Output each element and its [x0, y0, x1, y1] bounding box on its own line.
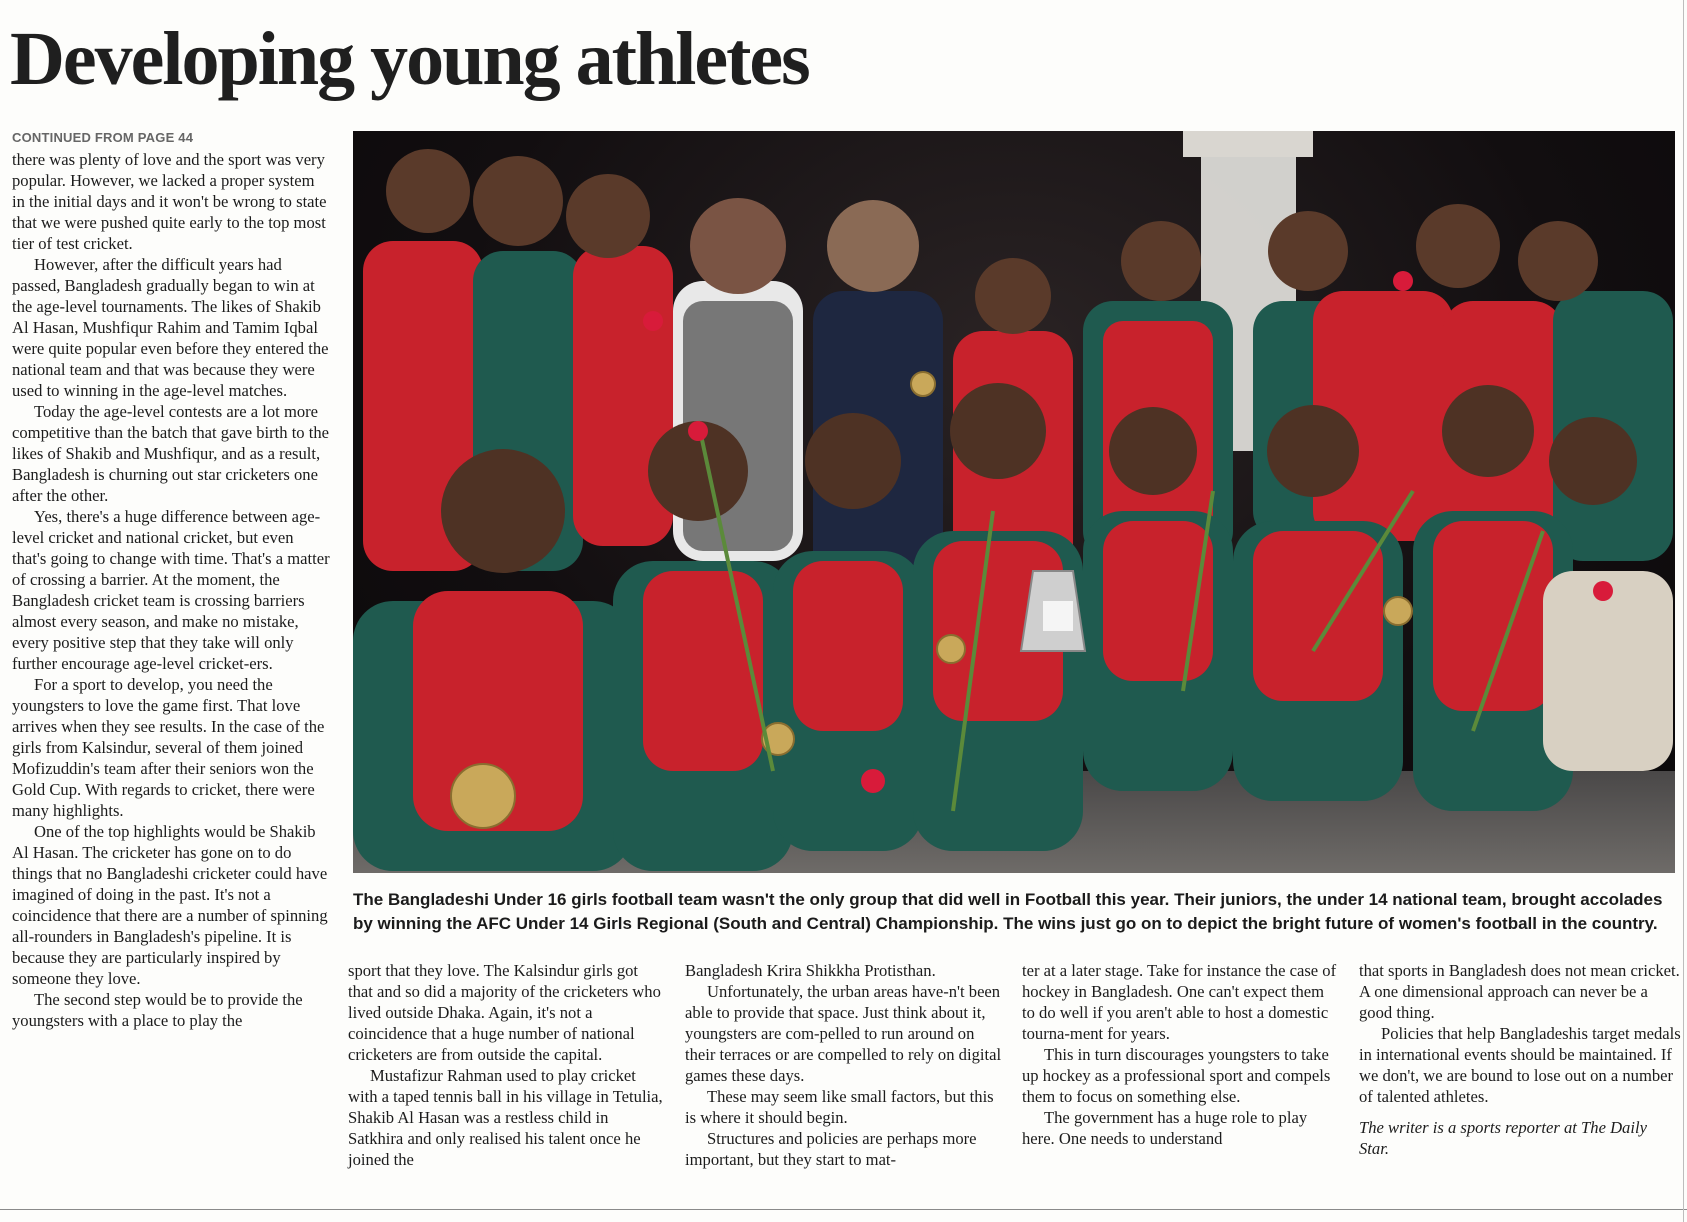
article-column-2	[348, 960, 666, 1170]
paragraph: However, after the difficult years had passed, Bangladesh gradually began to win at the age-level tournaments. The likes of Shakib Al Hasan, Mushfiqur Rahim and Tamim Iqbal were quite popular even before they entered the national team and that was because they were used to winning in the age-level matches.	[12, 255, 329, 400]
author-byline: The writer is a sports reporter at The Daily Star.	[1359, 1118, 1647, 1158]
paragraph: Bangladesh Krira Shikkha Protisthan.	[685, 961, 936, 980]
paragraph: Unfortunately, the urban areas have-n't been able to provide that space. Just think about it, youngsters are com-pelled to run around on their terraces or are compelled to rely on digital games these days.	[685, 982, 1002, 1085]
photo-caption: The Bangladeshi Under 16 girls football team wasn't the only group that did well in Football this year. Their juniors, the under 14 national team, brought accolades by winning the AFC Under 14 Girls Regional (South and Central) Championship. The wins just go on to depict the bright future of women's football in the country.	[353, 890, 1663, 933]
team-photo	[353, 131, 1675, 873]
article-column-3	[685, 960, 1003, 1170]
paragraph: Yes, there's a huge difference between age-level cricket and national cricket, but even that's going to change with time. That's a matter of crossing a barrier. At the moment, the Bangladesh cricket team is crossing barriers almost every season, and make no mistake, every positive step that they take will only further encourage age-level cricket-ers.	[12, 507, 330, 673]
paragraph: Mustafizur Rahman used to play cricket with a taped tennis ball in his village in Tetulia, Shakib Al Hasan was a restless child in Satkhira and only realised his talent once he joined the	[348, 1066, 663, 1169]
bottom-rule	[0, 1209, 1687, 1210]
article-column-5	[1359, 960, 1681, 1159]
paragraph: Structures and policies are perhaps more important, but they start to mat-	[685, 1129, 977, 1169]
continued-from-label: CONTINUED FROM PAGE 44	[12, 130, 194, 145]
paragraph: Today the age-level contests are a lot more competitive than the batch that gave birth to the likes of Shakib and Mushfiqur, and as a result, Bangladesh is churning out star cricketers one after the other.	[12, 402, 330, 505]
paragraph: These may seem like small factors, but this is where it should begin.	[685, 1087, 994, 1127]
paragraph: that sports in Bangladesh does not mean cricket. A one dimensional approach can never be a good thing.	[1359, 961, 1680, 1022]
article-column-1	[12, 149, 330, 1031]
paragraph: For a sport to develop, you need the youngsters to love the game first. That love arrives when they see results. In the case of the girls from Kalsindur, several of them joined Mofizuddin's team after their seniors won the Gold Cup. With regards to cricket, there were many highlights.	[12, 675, 325, 820]
paragraph: sport that they love. The Kalsindur girls got that and so did a majority of the cricketers who lived outside Dhaka. Again, it's not a coincidence that a huge number of national cricketers are from outside the capital.	[348, 961, 661, 1064]
page-edge-rule	[1683, 0, 1684, 1222]
paragraph: The second step would be to provide the youngsters with a place to play the	[12, 990, 303, 1030]
paragraph: The government has a huge role to play here. One needs to understand	[1022, 1108, 1308, 1148]
team-photo-illustration	[353, 131, 1675, 873]
paragraph: One of the top highlights would be Shakib Al Hasan. The cricketer has gone on to do things that no Bangladeshi cricketer could have imagined of doing in the past. It's not a coincidence that there are a number of spinning all-rounders in Bangladesh's pipeline. It is because they are particularly inspired by someone they love.	[12, 822, 328, 988]
headline: Developing young athletes	[10, 17, 809, 101]
paragraph: ter at a later stage. Take for instance the case of hockey in Bangladesh. One can't expect them to do well if you aren't able to host a domestic tourna-ment for years.	[1022, 961, 1337, 1043]
paragraph: there was plenty of love and the sport was very popular. However, we lacked a proper system in the initial days and it won't be wrong to state that we were pushed quite early to the top most tier of test cricket.	[12, 150, 327, 253]
paragraph: This in turn discourages youngsters to take up hockey as a professional sport and compels them to focus on something else.	[1022, 1045, 1331, 1106]
article-column-4	[1022, 960, 1340, 1149]
paragraph: Policies that help Bangladeshis target medals in international events should be maintained. If we don't, we are bound to lose out on a number of talented athletes.	[1359, 1024, 1681, 1106]
